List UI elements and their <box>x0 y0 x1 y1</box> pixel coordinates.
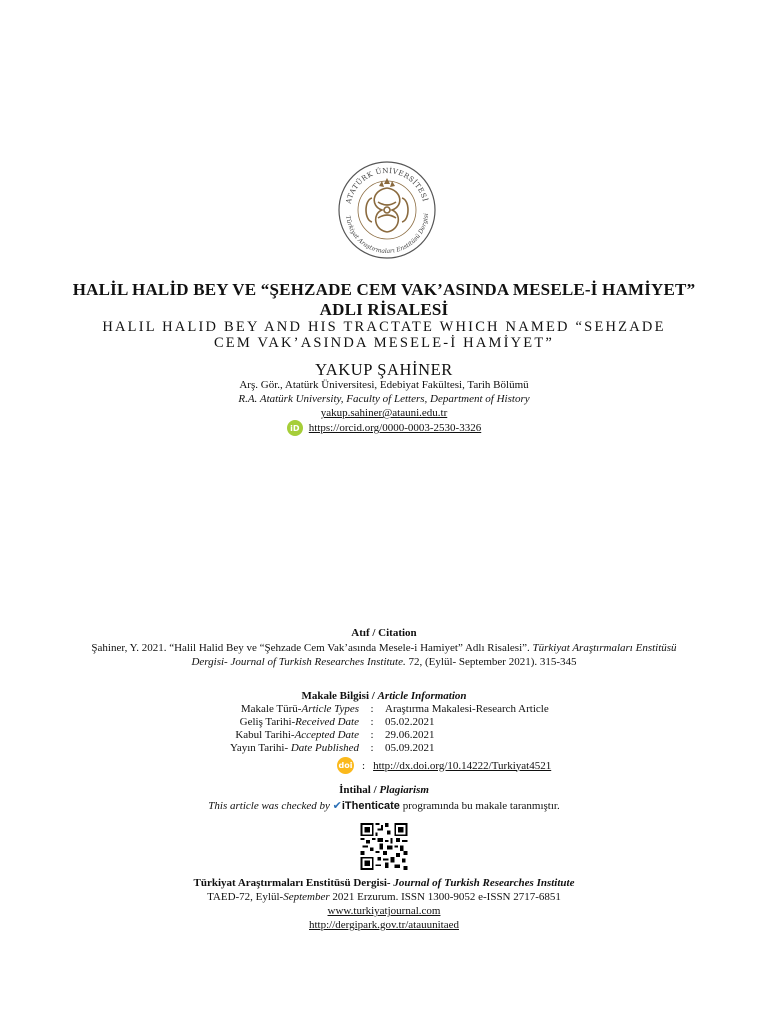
plagiarism-heading-en: Plagiarism <box>379 784 429 796</box>
table-row <box>200 703 553 716</box>
plagiarism-heading <box>0 784 768 796</box>
info-colon: : <box>370 729 374 741</box>
article-title-english <box>0 319 768 351</box>
info-label: Makale Türü-Article Types <box>240 703 359 715</box>
citation-plain: Şahiner, Y. 2021. “Halil Halid Bey ve “Şehzade Cem Vak’asında Mesele-i Hamiyet” Adlı Risalesi”. <box>91 642 530 654</box>
author-email-link[interactable]: yakup.sahiner@atauni.edu.tr <box>320 407 448 419</box>
article-info-heading <box>0 690 768 702</box>
info-colon: : <box>370 742 374 754</box>
title-tr-line2: ADLI RİSALESİ <box>319 300 449 319</box>
doi-colon: : <box>362 759 366 772</box>
citation-tail: 72, (Eylül- September 2021). 315-345 <box>408 656 577 668</box>
affiliation-turkish: Arş. Gör., Atatürk Üniversitesi, Edebiyat Fakültesi, Tarih Bölümü <box>239 379 529 391</box>
table-row <box>200 716 553 729</box>
orcid-icon: iD <box>287 420 303 436</box>
footer-issue-line: TAED-72, Eylül-September 2021 Erzurum. ISSN 1300-9052 e-ISSN 2717-6851 <box>207 891 561 903</box>
footer-journal-name: Türkiyat Araştırmaları Enstitüsü Dergisi- Journal of Turkish Researches Institute <box>193 877 575 889</box>
plagiarism-checked-by: This article was checked by <box>208 800 330 812</box>
journal-footer <box>0 876 768 932</box>
svg-text:ATATÜRK ÜNİVERSİTESİ: ATATÜRK ÜNİVERSİTESİ <box>344 166 430 205</box>
info-colon: : <box>370 716 374 728</box>
title-tr-line1: HALİL HALİD BEY VE “ŞEHZADE CEM VAK’ASINDA MESELE-İ HAMİYET” <box>72 280 696 299</box>
info-label: Geliş Tarihi-Received Date <box>239 716 359 728</box>
article-info-table <box>200 703 553 755</box>
citation-text <box>90 641 678 669</box>
info-label: Yayın Tarihi- Date Published <box>230 742 359 754</box>
qr-code-icon[interactable] <box>359 823 409 870</box>
plagiarism-line <box>0 799 768 812</box>
table-row <box>200 742 553 755</box>
doi-row <box>337 757 551 774</box>
journal-website-link[interactable]: www.turkiyatjournal.com <box>327 905 441 917</box>
table-row <box>200 729 553 742</box>
info-value: 05.02.2021 <box>385 716 435 728</box>
info-label: Kabul Tarihi-Accepted Date <box>235 729 359 741</box>
info-value: 05.09.2021 <box>385 742 435 754</box>
orcid-link[interactable]: https://orcid.org/0000-0003-2530-3326 <box>308 422 482 434</box>
dergipark-link[interactable]: http://dergipark.gov.tr/atauunitaed <box>309 919 459 931</box>
article-info-heading-en: Article Information <box>377 690 467 702</box>
title-en-line1: HALIL HALID BEY AND HIS TRACTATE WHICH NAMED “SEHZADE <box>102 319 666 335</box>
plagiarism-rest: programında bu makale taranmıştır. <box>402 800 560 812</box>
info-colon: : <box>370 703 374 715</box>
citation-journal: Türkiyat Araştırmaları Enstitüsü Dergisi- Journal of Turkish Researches Institute. <box>191 642 677 668</box>
author-name: YAKUP ŞAHİNER <box>315 360 453 379</box>
affiliation-english: R.A. Atatürk University, Faculty of Letters, Department of History <box>238 393 530 405</box>
article-title-turkish <box>0 280 768 320</box>
plagiarism-heading-tr: İntihal / <box>339 784 380 796</box>
university-seal-icon <box>332 160 442 260</box>
svg-text:Türkiyat Araştırmaları Enstitü: Türkiyat Araştırmaları Enstitüsü Dergisi <box>344 213 430 256</box>
info-value: 29.06.2021 <box>385 729 435 741</box>
doi-icon: doi <box>337 757 354 774</box>
orcid-row <box>0 420 768 436</box>
article-info-heading-tr: Makale Bilgisi / <box>301 690 378 702</box>
title-en-line2: CEM VAK’ASINDA MESELE-İ HAMİYET” <box>213 335 555 351</box>
doi-link[interactable]: http://dx.doi.org/10.14222/Turkiyat4521 <box>373 759 552 772</box>
citation-heading: Atıf / Citation <box>351 627 417 639</box>
info-value: Araştırma Makalesi-Research Article <box>385 703 549 715</box>
ithenticate-logo: iThenticate <box>341 800 400 812</box>
checkmark-icon: ✔ <box>332 799 342 812</box>
